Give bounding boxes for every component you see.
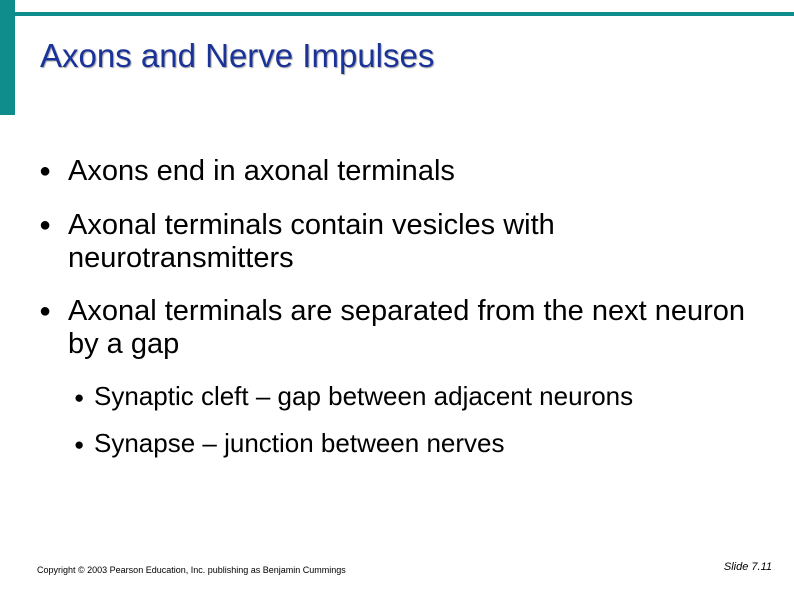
bullet-text: Axonal terminals contain vesicles with neurotransmitters	[68, 209, 555, 274]
slide-title: Axons and Nerve Impulses	[40, 37, 435, 74]
sub-bullet-item	[74, 428, 774, 460]
bullet-dot-icon: ●	[38, 300, 52, 322]
left-accent-bar	[0, 0, 15, 115]
sub-bullet-text: Synaptic cleft – gap between adjacent neurons	[94, 381, 634, 411]
sub-bullet-text: Synapse – junction between nerves	[94, 428, 505, 458]
bullet-item	[30, 295, 770, 361]
top-accent-bar	[15, 12, 794, 16]
copyright-notice: Copyright © 2003 Pearson Education, Inc. publishing as Benjamin Cummings	[37, 565, 346, 575]
bullet-item	[30, 209, 770, 275]
sub-bullet-dot-icon: ●	[74, 388, 85, 407]
bullet-item	[30, 155, 770, 188]
bullet-text: Axonal terminals are separated from the next neuron by a gap	[68, 295, 746, 360]
bullet-dot-icon: ●	[38, 160, 52, 182]
slide-number: Slide 7.11	[723, 561, 772, 573]
bullet-text: Axons end in axonal terminals	[68, 155, 455, 187]
bullet-dot-icon: ●	[38, 214, 52, 236]
sub-bullet-item	[74, 381, 774, 413]
sub-bullet-dot-icon: ●	[74, 435, 85, 454]
